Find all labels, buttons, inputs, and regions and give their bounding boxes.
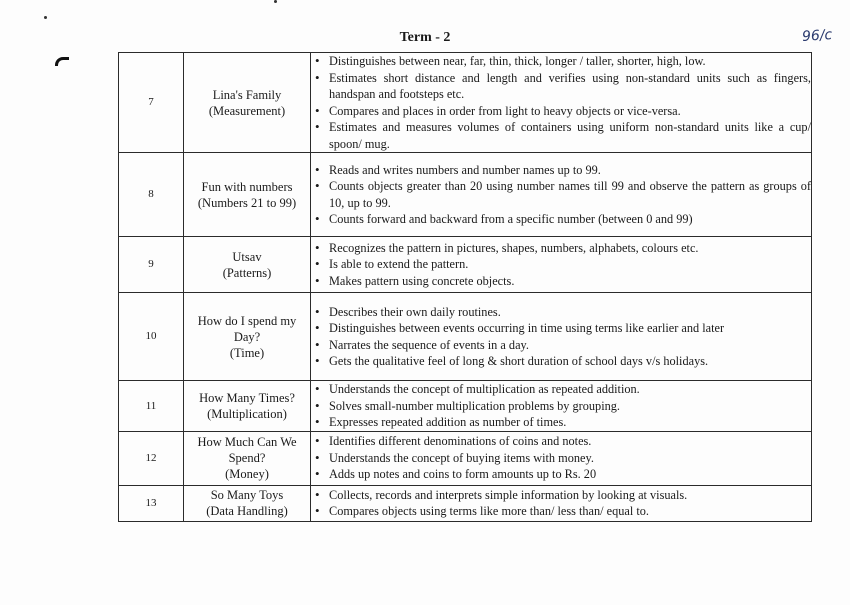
- row-number: 13: [119, 485, 184, 521]
- outcome-item: • Understands the concept of multiplication as repeated addition.: [311, 381, 811, 398]
- unit-topic: (Data Handling): [206, 504, 288, 518]
- row-number: 12: [119, 431, 184, 485]
- unit-cell: [184, 381, 311, 432]
- outcome-item: • Compares objects using terms like more than/ less than/ equal to.: [311, 503, 811, 520]
- unit-title: How do I spend my Day?: [197, 313, 297, 344]
- outcomes-cell: [311, 237, 812, 293]
- unit-cell: [184, 153, 311, 237]
- outcome-item: • Understands the concept of buying items with money.: [311, 450, 811, 467]
- outcome-item: • Narrates the sequence of events in a day.: [311, 337, 811, 354]
- outcome-item: • Distinguishes between events occurring in time using terms like earlier and later: [311, 320, 811, 337]
- unit-title: Fun with numbers: [201, 179, 293, 194]
- scan-mark: [55, 57, 69, 66]
- table-row: [119, 153, 812, 237]
- table-row: [119, 237, 812, 293]
- outcome-item: • Compares and places in order from light to heavy objects or vice-versa.: [311, 103, 811, 120]
- table-row: [119, 53, 812, 153]
- unit-title: How Much Can We Spend?: [197, 435, 297, 465]
- outcome-item: • Adds up notes and coins to form amounts up to Rs. 20: [311, 466, 811, 483]
- row-number: 7: [119, 53, 184, 153]
- outcome-item: • Gets the qualitative feel of long & short duration of school days v/s holidays.: [311, 353, 811, 370]
- row-number: 8: [119, 153, 184, 237]
- outcomes-cell: [311, 153, 812, 237]
- outcomes-list: [311, 240, 811, 290]
- unit-title: Utsav: [232, 249, 262, 264]
- unit-title: Lina's Family: [212, 87, 282, 102]
- outcomes-list: [311, 53, 811, 152]
- outcomes-list: [311, 162, 811, 228]
- outcome-item: • Recognizes the pattern in pictures, shapes, numbers, alphabets, colours etc.: [311, 240, 811, 257]
- outcome-item: • Estimates short distance and length and verifies using non-standard units such as fingers, handspan and footsteps etc.: [311, 70, 811, 103]
- table-row: [119, 485, 812, 521]
- scan-speck: [274, 0, 277, 3]
- outcomes-list: [311, 487, 811, 520]
- outcomes-cell: [311, 431, 812, 485]
- outcome-item: • Reads and writes numbers and number names up to 99.: [311, 162, 811, 179]
- unit-cell: [184, 485, 311, 521]
- table-row: [119, 431, 812, 485]
- outcome-item: • Estimates and measures volumes of containers using uniform non-standard units like a cup/ spoon/ mug.: [311, 119, 811, 152]
- unit-topic: (Measurement): [208, 103, 286, 118]
- unit-title: So Many Toys: [210, 488, 284, 502]
- unit-topic: (Patterns): [222, 265, 272, 280]
- outcome-item: • Makes pattern using concrete objects.: [311, 273, 811, 290]
- unit-cell: [184, 431, 311, 485]
- outcome-item: • Expresses repeated addition as number of times.: [311, 414, 811, 431]
- curriculum-table: [118, 52, 812, 522]
- outcomes-list: [311, 381, 811, 431]
- unit-title: How Many Times?: [199, 390, 295, 405]
- outcome-item: • Is able to extend the pattern.: [311, 256, 811, 273]
- outcomes-list: [311, 433, 811, 483]
- outcomes-list: [311, 304, 811, 370]
- table-row: [119, 293, 812, 381]
- outcomes-cell: [311, 293, 812, 381]
- outcome-item: • Counts forward and backward from a specific number (between 0 and 99): [311, 211, 811, 228]
- outcomes-cell: [311, 53, 812, 153]
- outcome-item: • Solves small-number multiplication problems by grouping.: [311, 398, 811, 415]
- scan-speck: [44, 16, 47, 19]
- unit-topic: (Multiplication): [207, 406, 287, 421]
- table-row: [119, 381, 812, 432]
- unit-cell: [184, 53, 311, 153]
- row-number: 10: [119, 293, 184, 381]
- outcomes-cell: [311, 381, 812, 432]
- outcome-item: • Collects, records and interprets simple information by looking at visuals.: [311, 487, 811, 504]
- outcome-item: • Counts objects greater than 20 using number names till 99 and observe the pattern as groups of 10, up to 99.: [311, 178, 811, 211]
- unit-topic: (Money): [225, 467, 269, 481]
- handwritten-page-number: 96/c: [801, 26, 833, 46]
- unit-topic: (Numbers 21 to 99): [197, 195, 297, 210]
- outcomes-cell: [311, 485, 812, 521]
- row-number: 9: [119, 237, 184, 293]
- unit-cell: [184, 237, 311, 293]
- page-title: Term - 2: [399, 30, 451, 45]
- outcome-item: • Distinguishes between near, far, thin, thick, longer / taller, shorter, high, low.: [311, 53, 811, 70]
- unit-topic: (Time): [229, 345, 265, 360]
- outcome-item: • Describes their own daily routines.: [311, 304, 811, 321]
- outcome-item: • Identifies different denominations of coins and notes.: [311, 433, 811, 450]
- unit-cell: [184, 293, 311, 381]
- row-number: 11: [119, 381, 184, 432]
